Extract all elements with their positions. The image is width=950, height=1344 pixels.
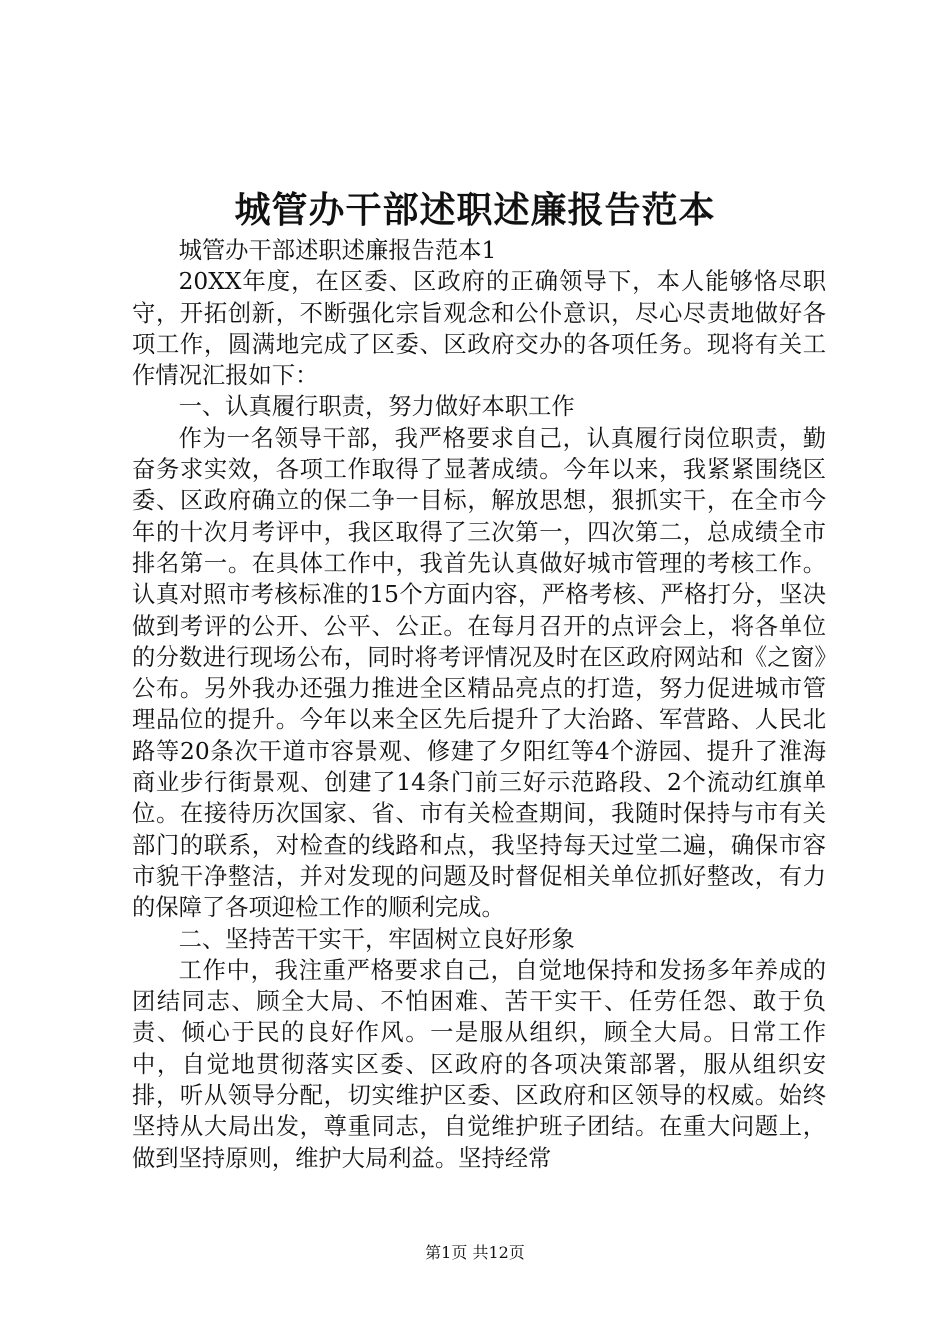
paragraph-heading: 城管办干部述职述廉报告范本1 bbox=[178, 237, 497, 264]
section-heading-1: 一、认真履行职责，努力做好本职工作 bbox=[178, 393, 575, 421]
paragraph-section-2: 工作中，我注重严格要求自己，自觉地保持和发扬多年养成的团结同志、顾全大局、不怕困难、苦干实干、任劳任怨、敢于负责、倾心于民的良好作风。一是服从组织，顾全大局。日常工作中，自觉地贯彻落实区委、区政府的各项决策部署，服从组织安排，听从领导分配，切实维护区委、区政府和区领导的权威。始终坚持从大局出发，尊重同志，自觉维护班子团结。在重大问题上，做到坚持原则，维护大局利益。坚持经常 bbox=[132, 956, 826, 1172]
paragraph-intro: 20XX年度，在区委、区政府的正确领导下，本人能够恪尽职守，开拓创新，不断强化宗旨观念和公仆意识，尽心尽责地做好各项工作，圆满地完成了区委、区政府交办的各项任务。现将有关工作情况汇报如下： bbox=[132, 268, 826, 390]
section-heading-2: 二、坚持苦干实干，牢固树立良好形象 bbox=[178, 925, 575, 953]
document-title: 城管办干部述职述廉报告范本 bbox=[234, 189, 716, 231]
document-body bbox=[132, 235, 826, 1174]
paragraph-section-1: 作为一名领导干部，我严格要求自己，认真履行岗位职责，勤奋务求实效，各项工作取得了显著成绩。今年以来，我紧紧围绕区委、区政府确立的保二争一目标，解放思想，狠抓实干，在全市今年的十次月考评中，我区取得了三次第一，四次第二，总成绩全市排名第一。在具体工作中，我首先认真做好城市管理的考核工作。认真对照市考核标准的15个方面内容，严格考核、严格打分，坚决做到考评的公开、公平、公正。在每月召开的点评会上，将各单位的分数进行现场公布，同时将考评情况及时在区政府网站和《之窗》公布。另外我办还强力推进全区精品亮点的打造，努力促进城市管理品位的提升。今年以来全区先后提升了大治路、军营路、人民北路等20条次干道市容景观、修建了夕阳红等4个游园、提升了淮海商业步行街景观、创建了14条门前三好示范路段、2个流动红旗单位。在接待历次国家、省、市有关检查期间，我随时保持与市有关部门的联系，对检查的线路和点，我坚持每天过堂二遍，确保市容市貌干净整洁，并对发现的问题及时督促相关单位抓好整改，有力的保障了各项迎检工作的顺利完成。 bbox=[132, 424, 826, 922]
page-footer: 第1页 共12页 bbox=[425, 1243, 525, 1262]
